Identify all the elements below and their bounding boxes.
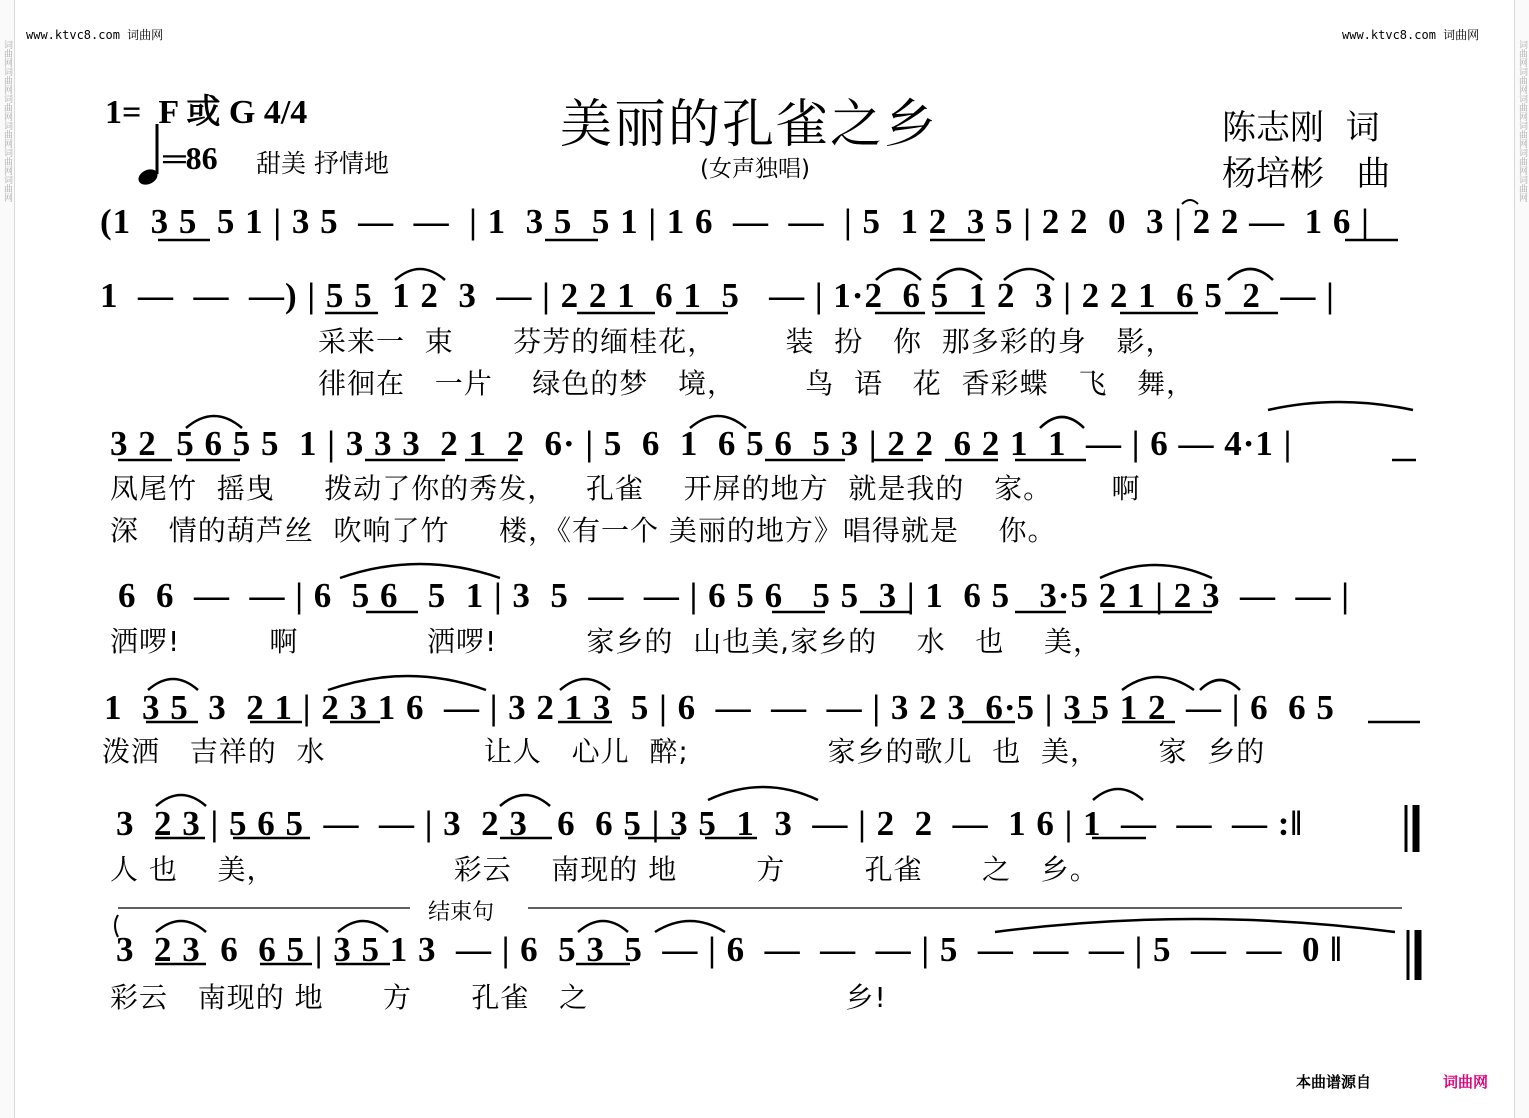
lyric-line-2-verse-1: 采来一 束 芬芳的缅桂花， 装 扮 你 那多彩的身 影， [318,325,1175,358]
lyric-line-5: 泼洒 吉祥的 水 让人 心儿 醉; 家乡的歌儿 也 美， 家 乡的 [102,735,1266,768]
lyric-line-4: 洒啰! 啊 洒啰! 家乡的 山也美,家乡的 水 也 美， [110,625,1102,658]
composer-credit: 杨培彬 曲 [1222,154,1391,194]
left-side-watermark: 词曲网词曲网词曲网词曲网词曲网词曲网 [2,40,12,202]
notation-line-5: 1 3 5 3 2 1 | 2 3 1 6 — | 3 2 1 3 5 | 6 — — — | 3 2 3 6·5 | 3 5 1 2 — | 6 6 5 [104,688,1335,727]
lyric-line-6: 人 也 美， 彩云 南现的 地 方 孔雀 之 乡。 [110,853,1099,886]
expression-marking: 甜美 抒情地 [256,149,389,178]
site-url-right: www.ktvc8.com 词曲网 [1342,28,1480,42]
right-side-watermark: 词曲网词曲网词曲网词曲网词曲网词曲网 [1517,40,1527,202]
lyricist-credit: 陈志刚 词 [1222,108,1380,148]
footer-source-text: 本曲谱源自 [1296,1073,1372,1091]
notation-line-6: 3 2 3 | 5 6 5 — — | 3 2 3 6 6 5 | 3 5 1 3 — | 2 2 — 1 6 | 1 — — — :‖ [116,804,1303,843]
notation-line-2: 1 — — —) | 5 5 1 2 3 — | 2 2 1 6 1 5 — | 1·2 6 5 1 2 3 | 2 2 1 6 5 2 — | [100,276,1335,315]
notation-line-7: 3 2 3 6 6 5 | 3 5 1 3 — | 6 5 3 5 — | 6 — — — | 5 — — — | 5 — — 0 ‖ [116,930,1343,969]
tempo-marking: ═86 [163,140,218,176]
footer-brand-link[interactable]: 词曲网 [1443,1073,1489,1091]
notation-line-3: 3 2 5 6 5 5 1 | 3 3 3 2 1 2 6· | 5 6 1 6 5 6 5 3 | 2 2 6 2 1 1 — | 6 — 4·1 | [110,424,1293,463]
site-url-left: www.ktvc8.com 词曲网 [26,28,164,42]
notation-line-1: (1 3 5 5 1 | 3 5 — — | 1 3 5 5 1 | 1 6 — — | 5 1 2 3 5 | 2 2 0 3 | 2 2 — 1 6 | [100,202,1370,241]
lyric-line-7: 彩云 南现的 地 方 孔雀 之 乡! [110,981,887,1014]
song-title: 美丽的孔雀之乡 [560,95,939,155]
lyric-line-2-verse-2: 徘徊在 一片 绿色的梦 境， 鸟 语 花 香彩蝶 飞 舞， [318,367,1196,400]
lyric-line-3-verse-2: 深 情的葫芦丝 吹响了竹 楼，《有一个 美丽的地方》唱得就是 你。 [110,514,1057,547]
song-subtitle: (女声独唱) [700,156,810,182]
lyric-line-3-verse-1: 凤尾竹 摇曳 拨动了你的秀发， 孔雀 开屏的地方 就是我的 家。 啊 [110,472,1141,505]
notation-line-4: 6 6 — — | 6 5 6 5 1 | 3 5 — — | 6 5 6 5 5 3 | 1 6 5 3·5 2 1 | 2 3 — — | [118,576,1350,615]
key-signature: 1= F 或 G 4/4 [105,94,308,131]
ending-label: 结束句 [428,900,495,925]
